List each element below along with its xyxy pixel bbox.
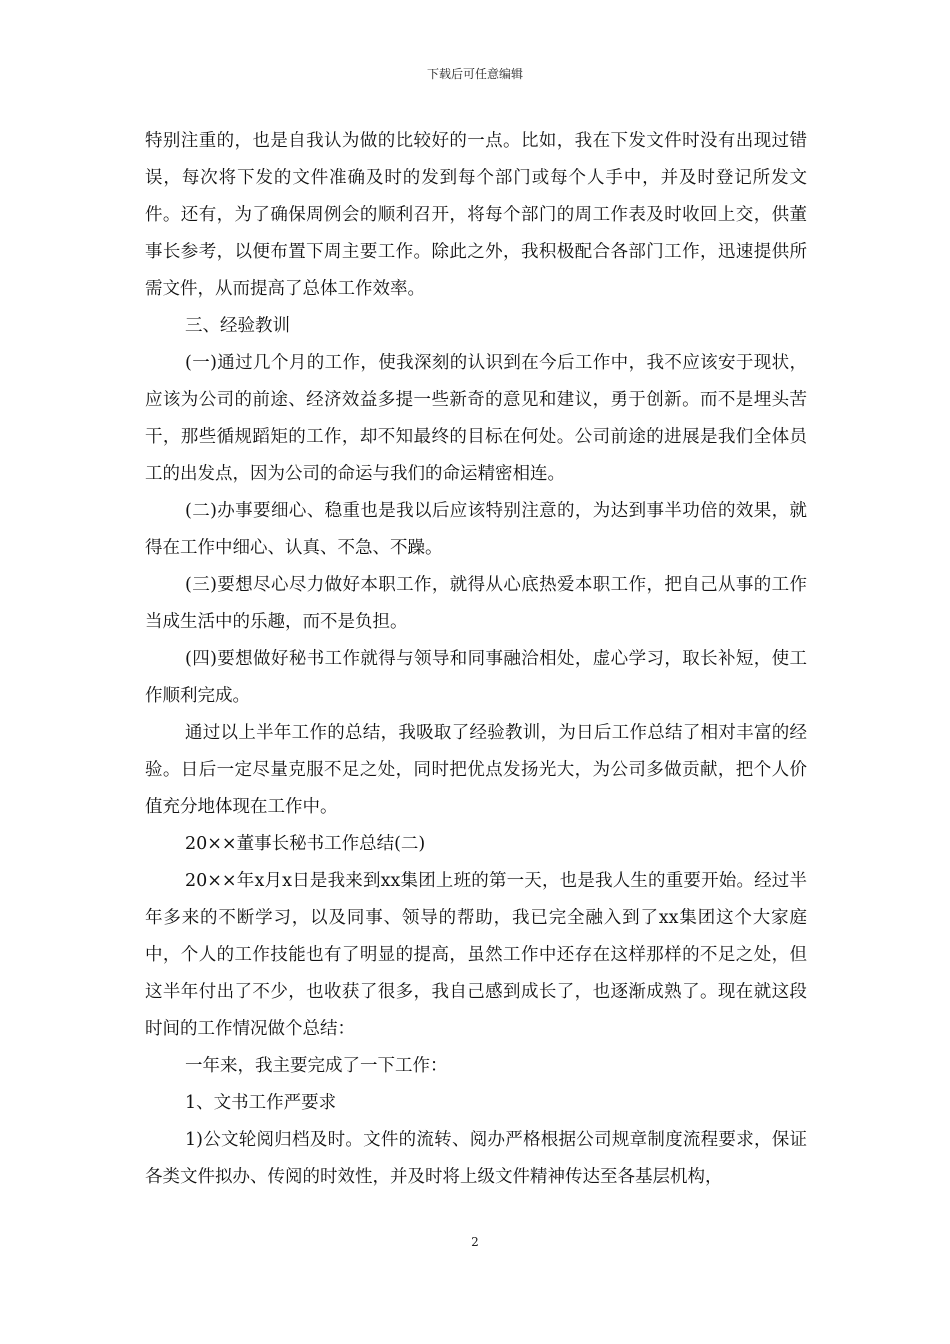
paragraph-lesson-3: (三)要想尽心尽力做好本职工作，就得从心底热爱本职工作，把自己从事的工作当成生活中的乐趣，而不是负担。 <box>145 575 807 632</box>
section-title-part-2: 20××董事长秘书工作总结(二) <box>185 834 426 854</box>
paragraph-lesson-4: (四)要想做好秘书工作就得与领导和同事融洽相处，虚心学习，取长补短，使工作顺利完成。 <box>145 649 807 706</box>
paragraph-summary: 通过以上半年工作的总结，我吸取了经验教训，为日后工作总结了相对丰富的经验。日后一定尽量克服不足之处，同时把优点发扬光大，为公司多做贡献，把个人价值充分地体现在工作中。 <box>145 723 807 817</box>
section-heading-lessons: 三、经验教训 <box>185 316 290 336</box>
paragraph-work-overview: 一年来，我主要完成了一下工作： <box>185 1056 448 1076</box>
page-header: 下载后可任意编辑 <box>426 67 523 81</box>
page-number: 2 <box>471 1235 479 1249</box>
paragraph-lesson-2: (二)办事要细心、稳重也是我以后应该特别注意的，为达到事半功倍的效果，就得在工作中细心、认真、不急、不躁。 <box>145 501 807 558</box>
paragraph-lesson-1: (一)通过几个月的工作，使我深刻的认识到在今后工作中，我不应该安于现状，应该为公司的前途、经济效益多提一些新奇的意见和建议，勇于创新。而不是埋头苦干，那些循规蹈矩的工作，却不知最终的目标在何处。公司前途的进展是我们全体员工的出发点，因为公司的命运与我们的命运精密相连。 <box>145 353 807 484</box>
subheading-document-work: 1、文书工作严要求 <box>185 1093 337 1113</box>
document-body <box>145 123 807 1196</box>
paragraph-document-circulation: 1)公文轮阅归档及时。文件的流转、阅办严格根据公司规章制度流程要求，保证各类文件拟办、传阅的时效性，并及时将上级文件精神传达至各基层机构， <box>145 1130 807 1187</box>
paragraph-intro: 20××年x月x日是我来到xx集团上班的第一天，也是我人生的重要开始。经过半年多来的不断学习，以及同事、领导的帮助，我已完全融入到了xx集团这个大家庭中，个人的工作技能也有了明显的提高，虽然工作中还存在这样那样的不足之处，但这半年付出了不少，也收获了很多，我自己感到成长了，也逐渐成熟了。现在就这段时间的工作情况做个总结： <box>145 871 807 1039</box>
paragraph-continuation: 特别注重的，也是自我认为做的比较好的一点。比如，我在下发文件时没有出现过错误，每次将下发的文件准确及时的发到每个部门或每个人手中，并及时登记所发文件。还有，为了确保周例会的顺利召开，将每个部门的周工作表及时收回上交，供董事长参考，以便布置下周主要工作。除此之外，我积极配合各部门工作，迅速提供所需文件，从而提高了总体工作效率。 <box>145 131 807 299</box>
